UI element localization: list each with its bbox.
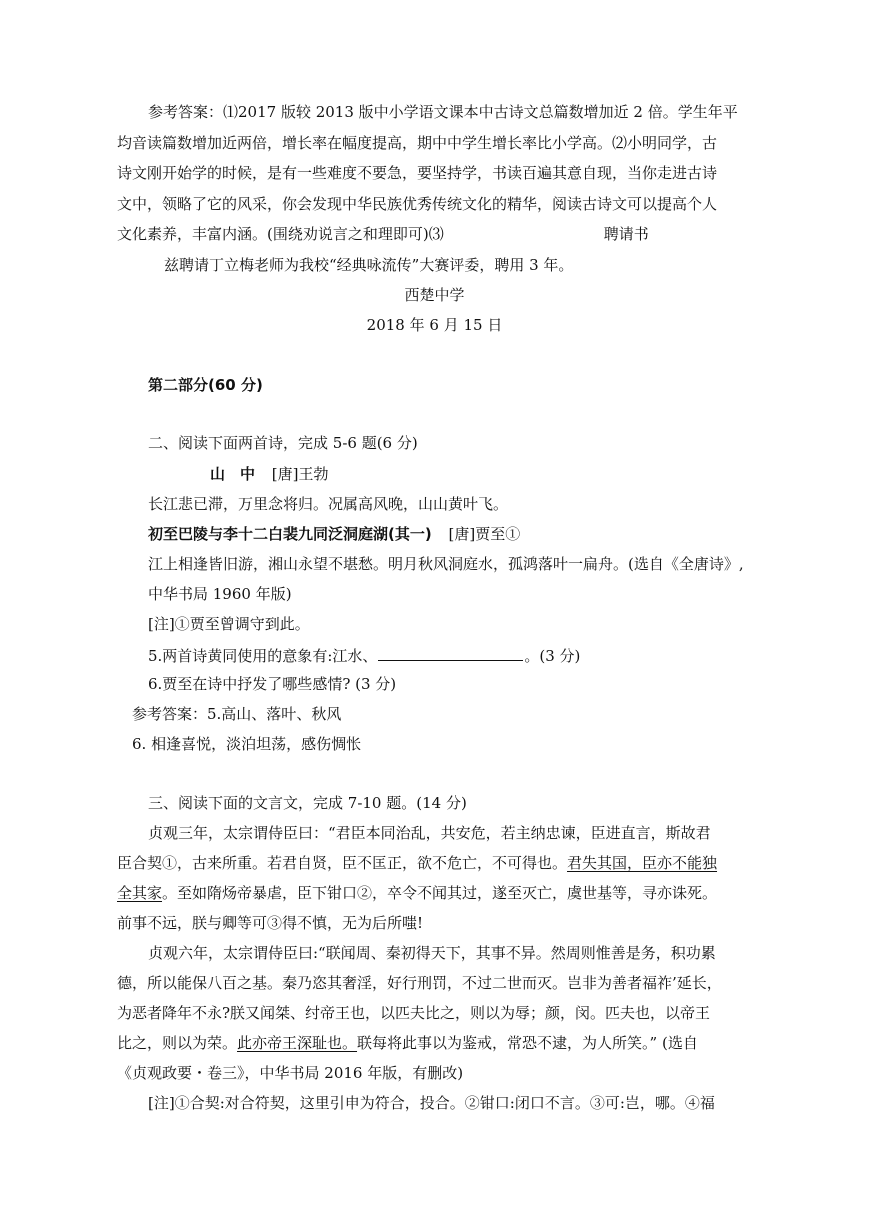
letter-signature-school: 西楚中学 <box>404 286 465 304</box>
question-6: 6.贾至在诗中抒发了哪些感情? (3 分) <box>148 675 397 693</box>
letter-signature-date: 2018 年 6 月 15 日 <box>366 316 503 334</box>
answer-line-5-text: 文化素养，丰富内涵。(围绕劝说言之和理即可)⑶ <box>117 225 444 243</box>
poem-1-title: 山 中 <box>210 465 256 483</box>
poem-note: [注]①贾至曾调守到此。 <box>148 615 310 633</box>
section-2-heading: 二、阅读下面两首诗，完成 5-6 题(6 分) <box>148 434 418 452</box>
passage-1-line-3 <box>117 886 717 901</box>
answer-line-2: 均音读篇数增加近两倍，增长率在幅度提高，期中中学生增长率比小学高。⑵小明同学，古 <box>117 134 718 152</box>
poem-2-text-line-2: 中华书局 1960 年版) <box>148 585 292 603</box>
passage-1-line-4: 前事不远，朕与卿等可③得不慎，无为后所嗤! <box>117 914 424 932</box>
passage-1-line-3-text: 。至如隋炀帝暴虐，臣下钳口②，卒令不闻其过，遂至灭亡，虞世基等，寻亦诛死。 <box>162 884 718 902</box>
passage-2-line-4-text: 比之，则以为荣。 <box>117 1034 238 1052</box>
section-3-heading: 三、阅读下面的文言文，完成 7-10 题。(14 分) <box>148 794 467 812</box>
answer-line-5 <box>117 227 649 242</box>
passage-2-line-2: 德，所以能保八百之基。秦乃恣其奢淫，好行刑罚，不过二世而灭。岂非为善者福祚’延长， <box>117 974 722 992</box>
underlined-sentence-2: 此亦帝王深耻也。 <box>237 1034 358 1052</box>
passage-note: [注]①合契:对合符契，这里引申为符合，投合。②钳口:闭口不言。③可:岂，哪。④福 <box>148 1094 715 1112</box>
answer-line-1: 参考答案：⑴2017 版较 2013 版中小学语文课本中古诗文总篇数增加近 2 倍。学生年平 <box>148 103 738 121</box>
passage-2-line-3: 为恶者降年不永?朕又闻桀、纣帝王也，以匹夫比之，则以为辱；颜，闵。匹夫也，以帝王 <box>117 1004 711 1022</box>
poem-1-header <box>210 467 329 482</box>
part-2-title: 第二部分(60 分) <box>148 376 263 394</box>
answer-line-4: 文中，领略了它的风采，你会发现中华民族优秀传统文化的精华，阅读古诗文可以提高个人 <box>117 195 718 213</box>
poem-2-author: [唐]贾至① <box>448 525 521 543</box>
underlined-sentence-1-end: 全其家 <box>117 884 163 902</box>
passage-1-line-1: 贞观三年，太宗谓侍臣曰：“君臣本同治乱，共安危，若主纳忠谏，臣进直言，斯故君 <box>148 824 711 842</box>
letter-title: 聘请书 <box>603 225 649 243</box>
passage-1-line-2 <box>117 856 717 871</box>
passage-1-line-2-text: 臣合契①，古来所重。若君自贤，臣不匡正，欲不危亡，不可得也。 <box>117 854 568 872</box>
passage-2-line-4 <box>117 1036 698 1051</box>
poem-2-header <box>148 527 520 542</box>
underlined-sentence-1: 君失其国，臣亦不能独 <box>567 854 718 872</box>
passage-2-line-1: 贞观六年，太宗谓侍臣曰:“联闻周、秦初得天下，其事不异。然周则惟善是务，积功累 <box>148 944 716 962</box>
letter-body: 兹聘请丁立梅老师为我校“经典咏流传”大赛评委，聘用 3 年。 <box>164 256 574 274</box>
question-5-score: 。(3 分) <box>524 647 581 665</box>
answer-6: 6. 相逢喜悦，淡泊坦荡，感伤惆怅 <box>132 735 362 753</box>
poem-2-text-line-1: 江上相逢皆旧游，湘山永望不堪愁。明月秋风洞庭水，孤鸿落叶一扁舟。(选自《全唐诗》, <box>148 555 744 573</box>
poem-2-title: 初至巴陵与李十二白裴九同泛洞庭湖(其一) <box>148 525 432 543</box>
passage-2-line-4-rest: 联每将此事以为鉴戒，常恐不逮，为人所笑。” (选自 <box>357 1034 698 1052</box>
question-5 <box>148 647 580 664</box>
passage-2-source: 《贞观政要・卷三》，中华书局 2016 年版，有删改) <box>117 1064 464 1082</box>
answer-line-3: 诗文刚开始学的时候，是有一些难度不要急，要坚持学，书读百遍其意自现，当你走进古诗 <box>117 164 718 182</box>
poem-1-author: [唐]王勃 <box>271 465 329 483</box>
poem-1-text: 长江悲已滞，万里念将归。况属高风晚，山山黄叶飞。 <box>148 495 509 513</box>
question-5-text: 5.两首诗黄同使用的意象有:江水、 <box>148 647 378 665</box>
answer-blank <box>378 647 523 661</box>
answer-5: 参考答案：5.高山、落叶、秋风 <box>132 705 342 723</box>
